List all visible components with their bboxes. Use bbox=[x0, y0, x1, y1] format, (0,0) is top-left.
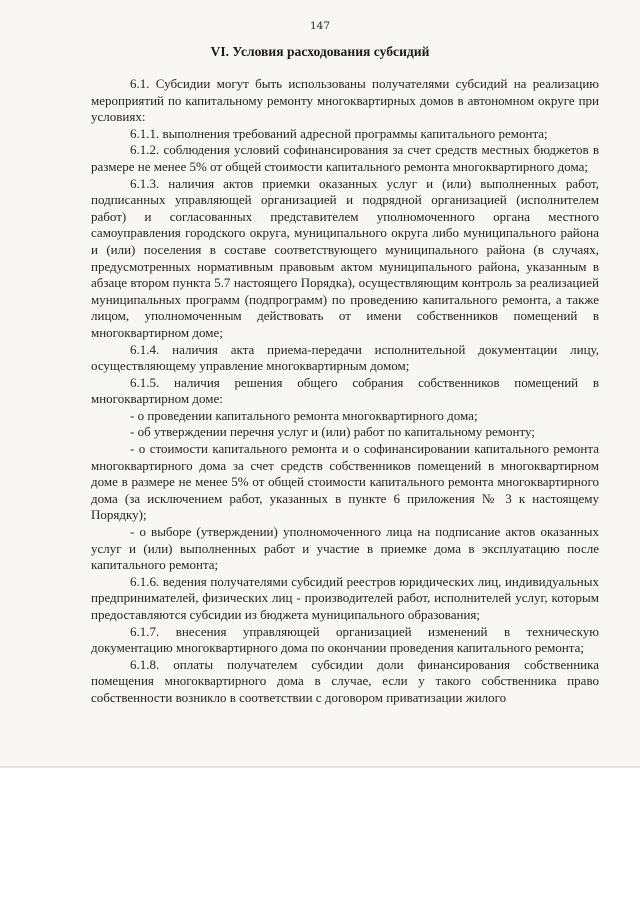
paragraph-6-1-4: 6.1.4. наличия акта приема-передачи исполнительной документации лицу, осуществляющему управление многоквартирным домом; bbox=[91, 341, 599, 374]
list-item-repair-decision: - о проведении капитального ремонта многоквартирного дома; bbox=[130, 407, 478, 423]
page-number: 147 bbox=[309, 20, 331, 32]
paragraph-6-1-6: 6.1.6. ведения получателями субсидий реестров юридических лиц, индивидуальных предпринимателей, физических лиц - производителей работ, исполнителей услуг, которым предоставляются субсидии из бюджета муниципального образования; bbox=[91, 573, 599, 622]
paragraph-6-1-1: 6.1.1. выполнения требований адресной программы капитального ремонта; bbox=[130, 125, 548, 141]
paragraph-6-1: 6.1. Субсидии могут быть использованы получателями субсидий на реализацию мероприятий по капитальному ремонту многоквартирных домов в автономном округе при условиях: bbox=[91, 76, 599, 125]
list-item-cost-cofinancing: - о стоимости капитального ремонта и о софинансировании капитального ремонта многоквартирного дома за счет средств собственников помещений в многоквартирном доме в размере не менее 5% от общей стоимости капитального ремонта многоквартирного дома (за исключением работ, указанных в пункте 6 приложения № 3 к настоящему Порядку); bbox=[91, 441, 599, 523]
paragraph-6-1-2: 6.1.2. соблюдения условий софинансирования за счет средств местных бюджетов в размере не менее 5% от общей стоимости капитального ремонта многоквартирного дома; bbox=[91, 142, 599, 174]
section-title: VI. Условия расходования субсидий bbox=[210, 44, 430, 59]
paragraph-6-1-7: 6.1.7. внесения управляющей организацией изменений в техническую документацию многоквартирного дома по окончании проведения капитального ремонта; bbox=[91, 623, 599, 656]
document-body bbox=[91, 76, 599, 707]
list-item-works-list: - об утверждении перечня услуг и (или) работ по капитальному ремонту; bbox=[130, 424, 535, 440]
paragraph-6-1-5: 6.1.5. наличия решения общего собрания собственников помещений в многоквартирном доме: bbox=[91, 374, 599, 407]
paragraph-6-1-8: 6.1.8. оплаты получателем субсидии доли финансирования собственника помещения многоквартирного дома в случае, если у такого собственника право собственности возникло в соответствии с договором приватизации жилого bbox=[91, 656, 599, 705]
paragraph-6-1-3: 6.1.3. наличия актов приемки оказанных услуг и (или) выполненных работ, подписанных управляющей организацией и подрядной организацией (исполнителем работ) и согласованных представителем уполномоченного органа местного самоуправления городского округа, муниципального округа либо муниципального района и (или) поселения в составе соответствующего муниципального района (в случаях, предусмотренных нормативным правовым актом муниципального района, указанным в абзаце втором пункта 5.7 настоящего Порядка), осуществляющим контроль за реализацией муниципальных программ (подпрограмм) по проведению капитального ремонта, а также лицом, уполномоченным действовать от имени собственников помещений в многоквартирном доме; bbox=[91, 175, 599, 340]
list-item-authorized-person: - о выборе (утверждении) уполномоченного лица на подписание актов оказанных услуг и (или) выполненных работ и участие в приемке дома в эксплуатацию после капитального ремонта; bbox=[91, 524, 599, 573]
